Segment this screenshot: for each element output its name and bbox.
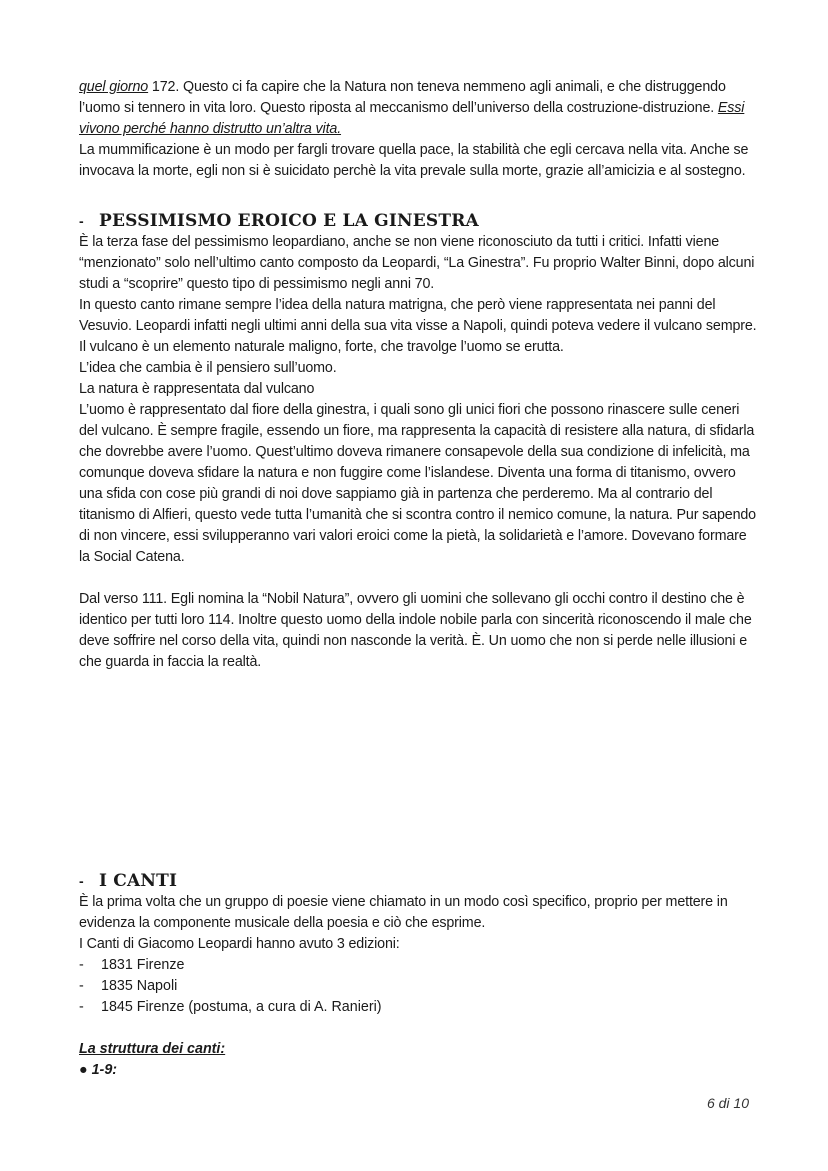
section-heading-i-canti <box>79 870 759 892</box>
intro-paragraph: quel giorno 172. Questo ci fa capire che la Natura non teneva nemmeno agli animali, e che distruggendo l’uomo si tennero in vita loro. Questo riposta al meccanismo dell’universo della costruzione-distruzione. Essi vivono perché hanno distrutto un’altra vita. <box>79 79 745 137</box>
bullet-item: ● 1-9: <box>79 1062 118 1078</box>
structure-subheading: La struttura dei canti: <box>79 1041 226 1057</box>
heading-title: I CANTI <box>99 871 178 891</box>
paragraph: La natura è rappresentata dal vulcano <box>79 381 315 397</box>
mummification-paragraph: La mummificazione è un modo per fargli trovare quella pace, la stabilità che egli cercava nella vita. Anche se invocava la morte, egli non si è suicidato perchè la vita prevale sulla morte, grazie all’amicizia e al sostegno. <box>79 142 749 179</box>
page-number: 6 di 10 <box>706 1095 749 1111</box>
italic-quote: Essi vivono perché hanno distrutto un’altra vita. <box>79 100 745 137</box>
paragraph: In questo canto rimane sempre l’idea della natura matrigna, che però viene rappresentata nei panni del Vesuvio. Leopardi infatti negli ultimi anni della sua vita visse a Napoli, quindi poteva vedere il vulcano sempre. Il vulcano è un elemento naturale maligno, forte, che travolge l’uomo se erutta. <box>79 297 757 355</box>
document-page <box>79 77 759 1081</box>
paragraph: È la prima volta che un gruppo di poesie viene chiamato in un modo così specifico, proprio per mettere in evidenza la componente musicale della poesia e ciò che esprime. <box>79 894 728 931</box>
underlined-phrase: quel giorno <box>79 79 149 95</box>
paragraph: L’uomo è rappresentato dal fiore della ginestra, i quali sono gli unici fiori che possono rinascere sulle ceneri del vulcano. È sempre fragile, essendo un fiore, ma rappresenta la capacità di resistere alla natura, di sfidarla che dovrebbe avere l’uomo. Quest’ultimo doveva rimanere consapevole della sua condizione di infelicità, ma comunque doveva sfidare la natura e non fuggire come l’islandese. Diventa una forma di titanismo, ovvero una sfida con cose più grandi di noi dove sappiamo già in partenza che perderemo. Ma al contrario del titanismo di Alfieri, questo vede tutta l’umanità che si scontra contro il nemico comune, la natura. Pur sapendo di non vincere, essi svilupperanno vari valori eroici come la pietà, la solidarietà e l’amore. Dovevano formare la Social Catena. <box>79 402 756 565</box>
paragraph: È la terza fase del pessimismo leopardiano, anche se non viene riconosciuto da tutti i critici. Infatti viene “menzionato” solo nell’ultimo canto composto da Leopardi, “La Ginestra”. Fu proprio Walter Binni, dopo alcuni studi a “scoprire” questo tipo di pessimismo negli anni 70. <box>79 234 755 292</box>
list-item: - 1835 Napoli <box>79 978 178 994</box>
section-heading-pessimismo-eroico <box>79 210 759 232</box>
list-item: - 1845 Firenze (postuma, a cura di A. Ranieri) <box>79 999 382 1015</box>
paragraph: I Canti di Giacomo Leopardi hanno avuto 3 edizioni: <box>79 936 400 952</box>
list-item: - 1831 Firenze <box>79 957 185 973</box>
heading-dash: - <box>79 213 84 229</box>
paragraph: L’idea che cambia è il pensiero sull’uomo. <box>79 360 337 376</box>
heading-dash: - <box>79 873 84 889</box>
editions-list <box>79 955 759 1018</box>
heading-title: PESSIMISMO EROICO E LA GINESTRA <box>99 211 479 231</box>
paragraph: Dal verso 111. Egli nomina la “Nobil Natura”, ovvero gli uomini che sollevano gli occhi contro il destino che è identico per tutti loro 114. Inoltre questo uomo della indole nobile parla con sincerità riconoscendo il male che deve soffrire nel corso della vita, quindi non nasconde la verità. È. Un uomo che non si perde nelle illusioni e che guarda in faccia la realtà. <box>79 591 752 670</box>
